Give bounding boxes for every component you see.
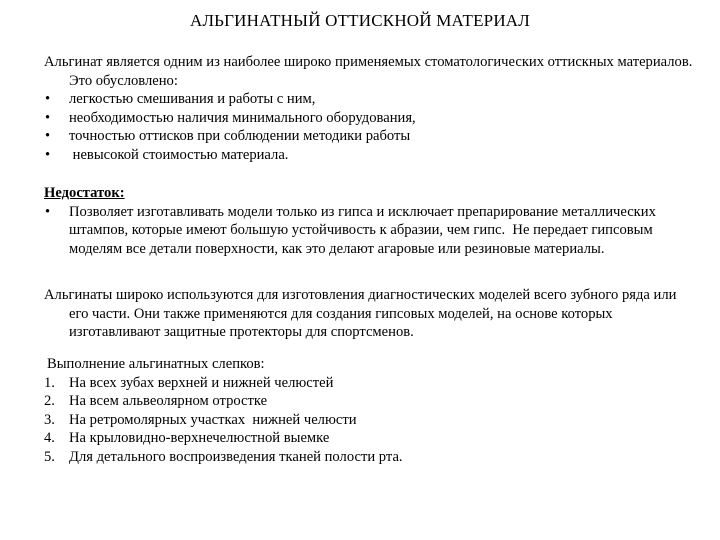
list-item: 4. На крыловидно-верхнечелюстной выемке [44, 430, 330, 447]
intro-paragraph: Альгинат является одним из наиболее широко применяемых стоматологических оттискных материалов. Это обусловлено: [44, 54, 693, 89]
drawbacks-section [44, 184, 694, 258]
list-number: 2. [44, 393, 55, 410]
list-item: • необходимостью наличия минимального оборудования, [45, 109, 416, 126]
list-item: 1. На всех зубах верхней и нижней челюстей [44, 374, 334, 391]
drawbacks-heading: Недостаток: [44, 185, 125, 201]
drawbacks-list [44, 203, 694, 259]
list-item: • невысокой стоимостью материала. [45, 146, 289, 163]
usage-paragraph: Альгинаты широко используются для изготовления диагностических моделей всего зубного ряда или его части. Они также применяются для создания гипсовых моделей, на основе которых изготавливают защитные протекторы для спортсменов. [44, 287, 677, 341]
list-number: 4. [44, 430, 55, 447]
list-item: • Позволяет изготавливать модели только из гипса и исключает препарирование металлических штампов, которые имеют большую устойчивость к абразии, чем гипс. Не передает гипсовым моделям все детали поверхности, как это делают агаровые или резиновые материалы. [45, 203, 660, 257]
list-item: • легкостью смешивания и работы с ним, [45, 91, 316, 108]
list-item: 3. На ретромолярных участках нижней челюсти [44, 411, 357, 428]
bullet-marker: • [45, 128, 51, 145]
list-number: 3. [44, 411, 55, 428]
bullet-marker: • [45, 146, 51, 163]
bullet-marker: • [45, 109, 51, 126]
impressions-lead: Выполнение альгинатных слепков: [47, 356, 265, 372]
impressions-section [44, 355, 694, 467]
intro-section [44, 53, 694, 165]
advantages-list [44, 90, 694, 164]
impressions-list [44, 374, 694, 467]
list-item: • точностью оттисков при соблюдении методики работы [45, 128, 411, 145]
list-number: 1. [44, 374, 55, 391]
list-number: 5. [44, 448, 55, 465]
bullet-marker: • [45, 91, 51, 108]
usage-section [44, 286, 694, 342]
slide-title: АЛЬГИНАТНЫЙ ОТТИСКНОЙ МАТЕРИАЛ [189, 11, 531, 30]
list-item: 2. На всем альвеолярном отростке [44, 393, 268, 410]
bullet-marker: • [45, 203, 51, 220]
list-item: 5. Для детального воспроизведения тканей полости рта. [44, 448, 403, 465]
